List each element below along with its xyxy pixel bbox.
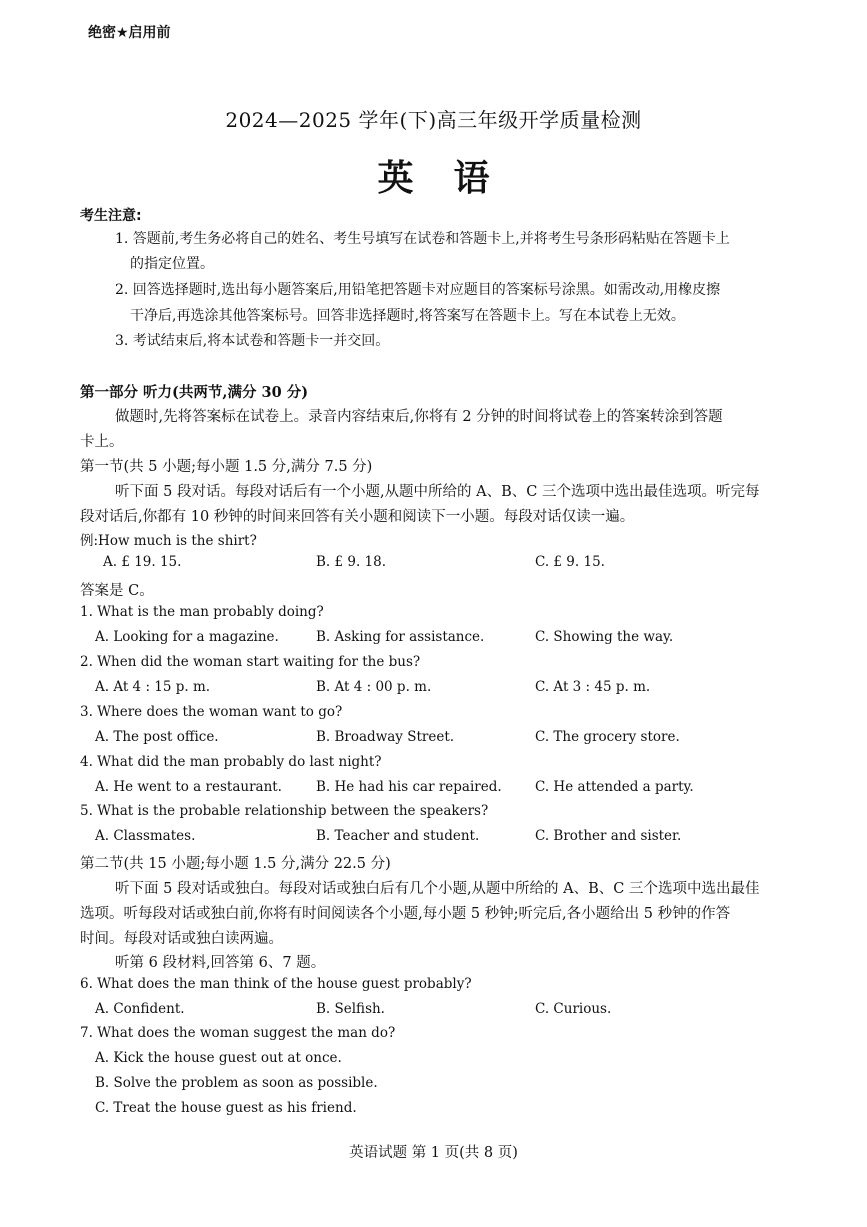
- question-6-option-b: B. Selfish.: [316, 1001, 385, 1017]
- notice-item-1-line-2: 的指定位置。: [130, 256, 214, 272]
- notice-heading: 考生注意:: [80, 208, 142, 224]
- question-1-option-b: B. Asking for assistance.: [316, 629, 485, 645]
- question-7-option-c: C. Treat the house guest as his friend.: [95, 1100, 357, 1116]
- question-5: 5. What is the probable relationship between the speakers?: [80, 803, 489, 819]
- question-5-option-a: A. Classmates.: [95, 828, 196, 844]
- section1-intro-line-2: 段对话后,你都有 10 秒钟的时间来回答有关小题和阅读下一小题。每段对话仅读一遍。: [80, 509, 635, 525]
- page-footer: 英语试题 第 1 页(共 8 页): [349, 1145, 518, 1161]
- confidential-label: 绝密★启用前: [88, 25, 171, 41]
- question-7-option-a: A. Kick the house guest out at once.: [95, 1050, 342, 1066]
- question-2-option-a: A. At 4 : 15 p. m.: [95, 679, 211, 695]
- question-2-option-b: B. At 4 : 00 p. m.: [316, 679, 432, 695]
- question-3-option-c: C. The grocery store.: [535, 729, 680, 745]
- section1-heading: 第一节(共 5 小题;每小题 1.5 分,满分 7.5 分): [80, 459, 373, 475]
- example-question: 例:How much is the shirt?: [80, 533, 257, 549]
- section2-heading: 第二节(共 15 小题;每小题 1.5 分,满分 22.5 分): [80, 856, 391, 872]
- section2-intro-line-1: 听下面 5 段对话或独白。每段对话或独白后有几个小题,从题中所给的 A、B、C 三个选项中选出最佳: [115, 881, 760, 897]
- question-2-option-c: C. At 3 : 45 p. m.: [535, 679, 651, 695]
- part1-intro-line-2: 卡上。: [80, 434, 124, 450]
- notice-item-1-line-1: 1. 答题前,考生务必将自己的姓名、考生号填写在试卷和答题卡上,并将考生号条形码粘贴在答题卡上: [115, 231, 730, 247]
- question-2: 2. When did the woman start waiting for the bus?: [80, 654, 421, 670]
- exam-title: 2024—2025 学年(下)高三年级开学质量检测: [225, 108, 642, 132]
- example-answer: 答案是 C。: [80, 583, 154, 599]
- question-1: 1. What is the man probably doing?: [80, 604, 324, 620]
- question-6-option-a: A. Confident.: [95, 1001, 185, 1017]
- question-5-option-b: B. Teacher and student.: [316, 828, 480, 844]
- question-4-option-a: A. He went to a restaurant.: [95, 779, 282, 795]
- question-6-option-c: C. Curious.: [535, 1001, 612, 1017]
- question-3: 3. Where does the woman want to go?: [80, 704, 343, 720]
- part1-intro-line-1: 做题时,先将答案标在试卷上。录音内容结束后,你将有 2 分钟的时间将试卷上的答案转涂到答题: [115, 409, 723, 425]
- section2-intro-line-2: 选项。听每段对话或独白前,你将有时间阅读各个小题,每小题 5 秒钟;听完后,各小题给出 5 秒钟的作答: [80, 906, 731, 922]
- question-7-option-b: B. Solve the problem as soon as possible.: [95, 1075, 378, 1091]
- example-option-a: A. £ 19. 15.: [103, 554, 182, 570]
- notice-item-2-line-1: 2. 回答选择题时,选出每小题答案后,用铅笔把答题卡对应题目的答案标号涂黑。如需改动,用橡皮擦: [115, 282, 721, 298]
- question-1-option-c: C. Showing the way.: [535, 629, 674, 645]
- question-7: 7. What does the woman suggest the man do?: [80, 1025, 396, 1041]
- question-1-option-a: A. Looking for a magazine.: [95, 629, 279, 645]
- part1-heading: 第一部分 听力(共两节,满分 30 分): [80, 384, 309, 401]
- question-3-option-b: B. Broadway Street.: [316, 729, 455, 745]
- subject-title: 英语: [377, 158, 530, 199]
- notice-item-2-line-2: 干净后,再选涂其他答案标号。回答非选择题时,将答案写在答题卡上。写在本试卷上无效。: [130, 308, 685, 324]
- example-option-b: B. £ 9. 18.: [316, 554, 387, 570]
- section2-intro-line-3: 时间。每段对话或独白读两遍。: [80, 931, 283, 947]
- notice-item-3: 3. 考试结束后,将本试卷和答题卡一并交回。: [115, 333, 390, 349]
- question-5-option-c: C. Brother and sister.: [535, 828, 682, 844]
- question-4-option-b: B. He had his car repaired.: [316, 779, 502, 795]
- question-3-option-a: A. The post office.: [95, 729, 219, 745]
- question-4: 4. What did the man probably do last night?: [80, 754, 382, 770]
- question-4-option-c: C. He attended a party.: [535, 779, 694, 795]
- question-6: 6. What does the man think of the house guest probably?: [80, 976, 472, 992]
- section1-intro-line-1: 听下面 5 段对话。每段对话后有一个小题,从题中所给的 A、B、C 三个选项中选出最佳选项。听完每: [115, 484, 760, 500]
- example-option-c: C. £ 9. 15.: [535, 554, 605, 570]
- material-6-instruction: 听第 6 段材料,回答第 6、7 题。: [115, 955, 326, 971]
